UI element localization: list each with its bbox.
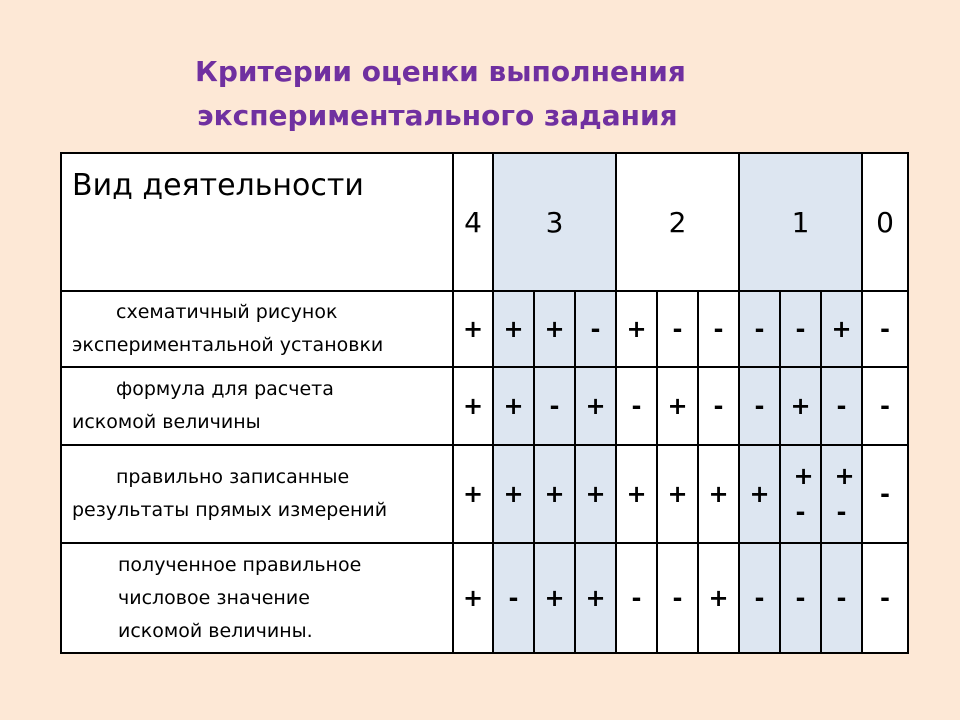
score-0: 0 [862,153,908,291]
mark-cell: + [698,543,739,653]
mark-cell: - [657,543,698,653]
mark-cell: - [780,291,821,367]
mark-cell: + [453,445,493,543]
criterion-cell [61,543,453,653]
slide-title [0,50,960,138]
slide-title-line-1: Критерии оценки выполнения [195,55,686,88]
mark-cell: + [453,543,493,653]
mark-cell: - [698,367,739,445]
mark-cell: + [493,445,534,543]
criterion-line: правильно записанные [116,466,350,488]
mark-cell: - [739,291,780,367]
mark-cell: + [657,367,698,445]
mark-cell: - [862,445,908,543]
mark-cell: + [698,445,739,543]
score-1: 1 [739,153,862,291]
mark-cell: + [534,291,575,367]
mark-cell [780,445,821,543]
table-row [61,543,908,653]
mark-cell: - [739,367,780,445]
criterion-cell [61,367,453,445]
criterion-line: искомой величины [72,411,261,433]
score-4: 4 [453,153,493,291]
mark-cell: - [698,291,739,367]
table-row [61,367,908,445]
criterion-line: искомой величины. [118,619,313,642]
mark-cell: - [616,367,657,445]
score-3: 3 [493,153,616,291]
criterion-line: экспериментальной установки [72,334,384,356]
mark-cell: - [821,367,862,445]
criterion-line: числовое значение [118,586,310,609]
criterion-line: полученное правильное [118,553,362,576]
criterion-line: формула для расчета [116,378,334,400]
mark-cell: - [862,543,908,653]
mark-cell: + [575,543,616,653]
mark-cell: + [575,445,616,543]
mark-cell [821,445,862,543]
slide-title-line-2: экспериментального задания [197,99,678,132]
mark-cell: - [616,543,657,653]
mark-cell: - [780,543,821,653]
criterion-cell [61,291,453,367]
mark-cell: + [657,445,698,543]
mark-cell: - [493,543,534,653]
mark-cell: + [575,367,616,445]
mark-cell: - [575,291,616,367]
mark-cell: - [821,543,862,653]
header-row [61,153,908,291]
stacked-mark: + - [834,462,855,526]
criterion-line: результаты прямых измерений [72,499,388,521]
mark-cell: + [493,367,534,445]
criterion-line: схематичный рисунок [116,301,338,323]
mark-cell: + [493,291,534,367]
mark-cell: + [534,445,575,543]
table-row [61,445,908,543]
mark-cell: + [821,291,862,367]
mark-cell: + [739,445,780,543]
mark-cell: + [453,367,493,445]
mark-cell: - [862,291,908,367]
mark-cell: + [616,291,657,367]
mark-cell: - [862,367,908,445]
mark-cell: + [616,445,657,543]
mark-cell: - [657,291,698,367]
header-activity: Вид деятельности [61,153,453,291]
score-2: 2 [616,153,739,291]
stacked-mark: + - [793,462,814,526]
criterion-cell [61,445,453,543]
mark-cell: - [739,543,780,653]
mark-cell: + [780,367,821,445]
mark-cell: + [453,291,493,367]
table-row [61,291,908,367]
criteria-table [60,152,909,654]
mark-cell: + [534,543,575,653]
mark-cell: - [534,367,575,445]
